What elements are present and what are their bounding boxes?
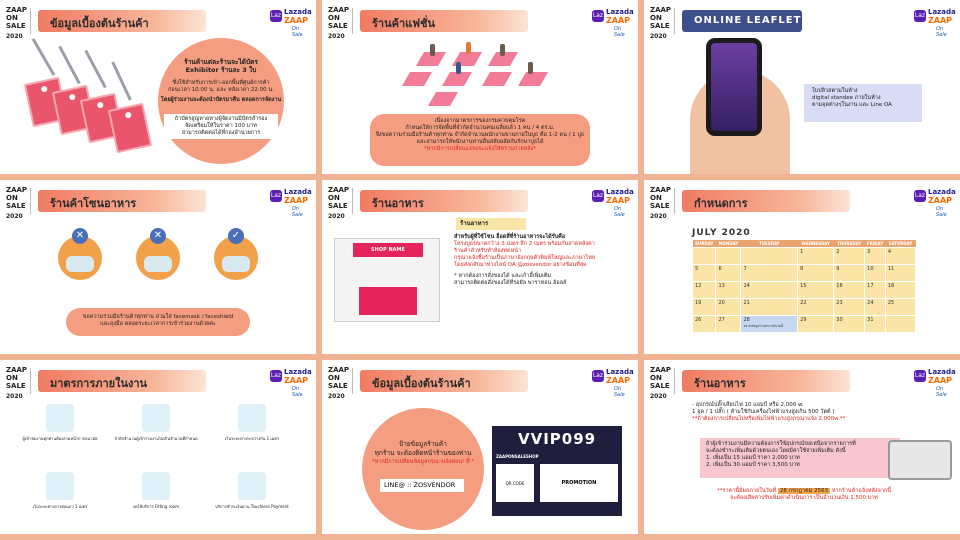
floor-tile: [518, 72, 548, 86]
slide-title: กำหนดการ: [682, 190, 850, 212]
calendar-cell: 3: [865, 247, 886, 264]
info-line: กรุณาแจ้งชื่อร้านเป็นภาษาอังกฤษตัวพิมพ์ใหญ่และภาษาไทย: [454, 255, 596, 261]
calendar-week: [693, 298, 916, 315]
calendar-cell: [741, 247, 798, 264]
calendar-cell: 5: [693, 264, 716, 281]
pass-promo: PROMOTION: [540, 464, 618, 502]
lazada-logo: Laz Lazada ZAAP On Sale: [270, 8, 312, 38]
info-note: *หากมีการเปลี่ยนข้อมูลกรุณาแจ้งต่อน! ที่ *: [371, 459, 475, 465]
calendar-cell: 21: [741, 298, 798, 315]
lazada-logo: Laz Lazada ZAAP On Sale: [914, 8, 956, 38]
measure-caption: ผู้เข้าชมงานทุกท่านต้องสวมหน้ากากอนามัย: [22, 436, 98, 441]
floor-tile: [482, 72, 512, 86]
calendar-cell: 12: [693, 281, 716, 298]
brand-label: ZAAP ON SALE 2020: [6, 366, 28, 400]
divider: [30, 188, 31, 214]
calendar-day-header: SUNDAY: [693, 240, 716, 247]
booth-counter: [359, 287, 417, 315]
measure-caption: บริการชำระเงินผ่าน Touchless Payment: [215, 504, 289, 509]
person-icon: [528, 62, 533, 74]
calendar-cell: 30: [834, 315, 865, 332]
fitting-room-icon: [142, 472, 170, 500]
person-icon: [430, 44, 435, 56]
calendar-cell: 26: [693, 315, 716, 332]
info-line: ตามจุดต่างๆในงาน และ Line OA: [812, 102, 892, 108]
lazada-logo: Laz Lazada ZAAP On Sale: [592, 188, 634, 218]
slide-title: ร้านค้าโซนอาหาร: [38, 190, 206, 212]
slide-title: มาตรการภายในงาน: [38, 370, 206, 392]
info-note: **ถ้าต้องการเปลี่ยนไปหรือเพิ่มไฟฟ้าแรงสูงกรุณาแจ้ง 2,000w.**: [692, 416, 846, 422]
slide-title: ร้านอาหาร: [682, 370, 850, 392]
info-note: **ราคานี้มีผลภายในวันที่: [716, 488, 777, 494]
queue-distance-icon: [46, 472, 74, 500]
calendar-cell: 9: [834, 264, 865, 281]
info-line: 1. เพิ่มเป็น 15 แอมป์ ราคา 2,000 บาท: [706, 455, 800, 461]
slide-title: ข้อมูลเบื้องต้นร้านค้า: [38, 10, 206, 32]
calendar-week: [693, 264, 916, 281]
info-line: สามารถติดต่อได้ที่กองอำนวยการ: [181, 130, 261, 136]
measure-caption: จำกัดจำนวนผู้เข้าร่วมงานไม่เกินจำนวนที่กำหนด: [114, 436, 198, 441]
info-line: และถุงมือ ตลอดระยะเวลาการเข้าร่วมงานด้วยค่ะ: [100, 321, 216, 327]
booth-illustration: [334, 238, 440, 322]
info-note: จะต้องเสียค่าปรับเพิ่มค่าดำเนินการ เป็นจำนวนเงิน 1,500 บาท: [730, 495, 878, 501]
calendar-date: 28: [743, 316, 750, 323]
calendar-cell: 18: [885, 281, 915, 298]
info-line: ทุกร้าน จะต้องติดหน้าร้านของท่าน: [374, 449, 472, 457]
phone-icon: [706, 38, 762, 136]
calendar-cell: 11: [885, 264, 915, 281]
calendar-cell: 4: [885, 247, 915, 264]
lazada-logo: Laz Lazada ZAAP On Sale: [592, 8, 634, 38]
badge-card-icon: [108, 103, 152, 154]
slide-schedule[interactable]: [644, 180, 960, 354]
info-line: กำหนดให้การจัดพื้นที่จำกัดจำนวนคนเฉลี่ยแล้ว 1 คน / 4 ตร.ม.: [405, 125, 555, 131]
calendar-cell: 13: [716, 281, 741, 298]
person-icon: [500, 44, 505, 56]
distance-icon: [238, 404, 266, 432]
lanyard-strap: [32, 38, 56, 76]
slide-fashion-store[interactable]: [322, 0, 638, 174]
info-line: ใบปลิวสตามในห้าง: [812, 88, 858, 94]
info-line: ขอความร่วมมือร้านค้าทุกท่าน สวมใส่ facemask / faceshield: [82, 314, 234, 320]
divider: [352, 368, 353, 394]
calendar-note: 28 ส่งข้อมูลร้านค้าภายในวันนี้: [743, 323, 783, 328]
slide-store-info[interactable]: [0, 0, 316, 174]
booth-heading: ร้านอาหาร: [456, 218, 526, 230]
vendor-pass: [492, 426, 622, 516]
info-line: - อุปกรณ์ปลั๊กเสียบไฟ 10 แอมป์ หรือ 2,000 w.: [692, 402, 804, 408]
brand-label: ZAAP ON SALE 2020: [6, 186, 28, 220]
calendar-day-header: FRIDAY: [865, 240, 886, 247]
lazada-logo: Laz Lazada ZAAP On Sale: [914, 368, 956, 398]
person-icon: [456, 62, 461, 74]
qr-code-icon: QR CODE: [496, 464, 534, 502]
cross-icon: ✕: [150, 228, 166, 244]
brand-label: ZAAP ON SALE 2020: [328, 6, 350, 40]
slide-title: ข้อมูลเบื้องต้นร้านค้า: [360, 370, 528, 392]
slide-restaurant-power[interactable]: [644, 360, 960, 534]
divider: [352, 8, 353, 34]
calendar-cell: 6: [716, 264, 741, 281]
info-line: * หากต้องการสั่งของได้ และเก้าอี้เพิ่มเติม: [454, 273, 552, 279]
info-line: ซึ่งใช้สำหรับการเข้า-ออกพื้นที่ศูนย์การค้า: [172, 80, 270, 86]
info-line: ร้านค้าสำหรับทำห้องทดหน้า: [454, 248, 522, 254]
info-line: ถ้าบัตรสูญหายทางผู้จัดงานมีบัตรสำรอง: [174, 116, 268, 122]
calendar-cell: [693, 247, 716, 264]
calendar-day-header: SATURDAY: [885, 240, 915, 247]
calendar-cell: [716, 247, 741, 264]
calendar-cell: [885, 315, 915, 332]
info-line: โดยผู้ร่วมงานจะต้องนำบัตรมาคืน ตลอดการจัดงาน: [160, 97, 282, 103]
info-line: digital standee ภายในห้าง: [812, 95, 881, 101]
divider: [674, 368, 675, 394]
info-line: ร้านค้าแต่ละร้านจะได้บัตร: [184, 58, 258, 66]
calendar-month: JULY 2020: [692, 228, 751, 238]
calendar-cell: 17: [865, 281, 886, 298]
calendar-day-header: WEDNESDAY: [798, 240, 834, 247]
calendar-cell: 31: [865, 315, 886, 332]
calendar-cell: 14: [741, 281, 798, 298]
calendar-cell: 15: [798, 281, 834, 298]
pass-shop: ZAAPONSALESHOP: [496, 454, 539, 459]
check-icon: ✓: [228, 228, 244, 244]
calendar-day-header: MONDAY: [716, 240, 741, 247]
calendar-cell: 20: [716, 298, 741, 315]
lanyard-strap: [84, 50, 106, 88]
info-line: จึงขอความร่วมมือร้านค้าทุกท่าน จำกัดจำนวนพนักงานขายภายในบูธ คือ 1-2 คน / 1 บูธ: [375, 132, 585, 138]
calendar-week: [693, 247, 916, 264]
calendar-day-header: TUESDAY: [741, 240, 798, 247]
slide-title: ร้านอาหาร: [360, 190, 528, 212]
measure-caption: เว้นระยะห่างระหว่างกัน 1 เมตร: [224, 436, 280, 441]
calendar-cell: 8: [798, 264, 834, 281]
brand-label: ZAAP ON SALE 2020: [650, 186, 672, 220]
info-line: โดยส่งกลับมาทางไลน์ OA @zosvendor อย่างช้อนที่สุด: [454, 262, 587, 268]
line-id: LINE@ :: ZOSVENDOR: [380, 479, 464, 492]
booth-sign: SHOP NAME: [353, 243, 423, 257]
info-line: Exhibitor ร้านละ 3 ใบ: [185, 66, 257, 74]
measure-caption: งดให้บริการ Fitting room: [133, 504, 179, 509]
calendar-cell: 29: [798, 315, 834, 332]
calendar-table: [692, 240, 916, 333]
calendar-week: [693, 281, 916, 298]
divider: [674, 8, 675, 34]
calendar-cell: 10: [865, 264, 886, 281]
info-note: หากร้านค้าแจ้งหลังจากนี้: [831, 488, 891, 494]
cross-icon: ✕: [72, 228, 88, 244]
lanyard-strap: [58, 46, 80, 84]
crowd-limit-icon: [142, 404, 170, 432]
slide-title: ONLINE LEAFLET: [682, 10, 802, 32]
info-line: ถ้าผู้เข้าร่วมงานมีความต้องการใช้อุปกรณ์ขอเหนือจากรายการที่: [706, 441, 856, 447]
slide-online-leaflet[interactable]: [644, 0, 960, 174]
info-circle: [362, 408, 484, 530]
calendar-cell: 2: [834, 247, 865, 264]
slide-food-zone[interactable]: [0, 180, 316, 354]
info-line: 2. เพิ่มเป็น 30 แอมป์ ราคา 3,500 บาท: [706, 462, 800, 468]
floor-tile: [402, 72, 432, 86]
measure-caption: เว้นระยะห่างการต่อแถว 1 เมตร: [32, 504, 88, 509]
power-strip-icon: [888, 440, 952, 480]
calendar-cell: 24: [865, 298, 886, 315]
slide-event-measures[interactable]: [0, 360, 316, 534]
info-note: *หากมีการเปลี่ยนแปลงจะแจ้งให้ทราบภายหลัง*: [423, 146, 537, 152]
brand-label: ZAAP ON SALE 2020: [6, 6, 28, 40]
info-line: 1 จุด / 1 ปลั๊ก ( ห้ามใช้กับเครื่องไฟฟ้าแรงสูงเกิน 500 วัตต์ ): [692, 409, 835, 415]
info-line: โครงบูธขนาดกว้าง 3 เมตร ลึก 2 เมตร พร้อมกันสาดหลังคา: [454, 241, 595, 247]
floor-tile: [428, 92, 458, 106]
divider: [674, 188, 675, 214]
lazada-logo: Laz Lazada ZAAP On Sale: [914, 188, 956, 218]
divider: [352, 188, 353, 214]
lazada-logo: Laz Lazada ZAAP On Sale: [592, 368, 634, 398]
info-line: ป้ายข้อมูลร้านค้า: [399, 440, 447, 448]
calendar-cell: 16: [834, 281, 865, 298]
lazada-logo: Laz Lazada ZAAP On Sale: [270, 368, 312, 398]
slide-store-sign[interactable]: [322, 360, 638, 534]
info-line: ก่อนเวลา 10.00 น. และ หลังเวลา 22.00 น.: [168, 87, 274, 93]
mask-person-icon: [46, 404, 74, 432]
payment-phone-icon: [238, 472, 266, 500]
calendar-week: [693, 315, 916, 332]
slide-title: ร้านค้าแฟชั่น: [360, 10, 528, 32]
divider: [30, 368, 31, 394]
calendar-cell: 22: [798, 298, 834, 315]
slide-restaurant-booth[interactable]: [322, 180, 638, 354]
calendar-cell: 25: [885, 298, 915, 315]
deadline-date: 28 กรกฎาคม 2563: [779, 488, 829, 494]
calendar-cell: 27: [716, 315, 741, 332]
person-icon: [466, 42, 471, 54]
calendar-cell: 7: [741, 264, 798, 281]
brand-label: ZAAP ON SALE 2020: [328, 366, 350, 400]
info-line: จะต้องชำระเพิ่มเติมด้วยตนเอง โดยมีค่าใช้จ่ายเพิ่มเติม ดังนี้: [706, 448, 846, 454]
info-line: สามารถติดต่อสั่งของได้ที่รอยัล พาราทอน ฮ้อลล์: [454, 280, 567, 286]
brand-label: ZAAP ON SALE 2020: [650, 6, 672, 40]
calendar-day-header: THURSDAY: [834, 240, 865, 247]
floor-tile: [442, 72, 472, 86]
calendar-cell-highlight: [741, 315, 798, 332]
lazada-logo: Laz Lazada ZAAP On Sale: [270, 188, 312, 218]
divider: [30, 8, 31, 34]
calendar-cell: 19: [693, 298, 716, 315]
info-line: เนื่องจากมาตรการของกรมควบคุมโรค: [434, 118, 526, 124]
info-line: และสามารถให้พนักงานท่านอื่นสลับผลัดกันรักษาบูธได้: [416, 139, 544, 145]
brand-label: ZAAP ON SALE 2020: [650, 366, 672, 400]
brand-label: ZAAP ON SALE 2020: [328, 186, 350, 220]
info-line: สำหรับผู้ที่ใช้โซน ฮ็อดสี่ที่ร้านอาหารจะได้รับคือ: [454, 234, 566, 240]
calendar-cell: 1: [798, 247, 834, 264]
calendar-cell: 23: [834, 298, 865, 315]
info-line: จัดเตรียมให้ในราคา 100 บาท: [185, 123, 257, 129]
pass-code: VVIP099: [518, 430, 597, 448]
